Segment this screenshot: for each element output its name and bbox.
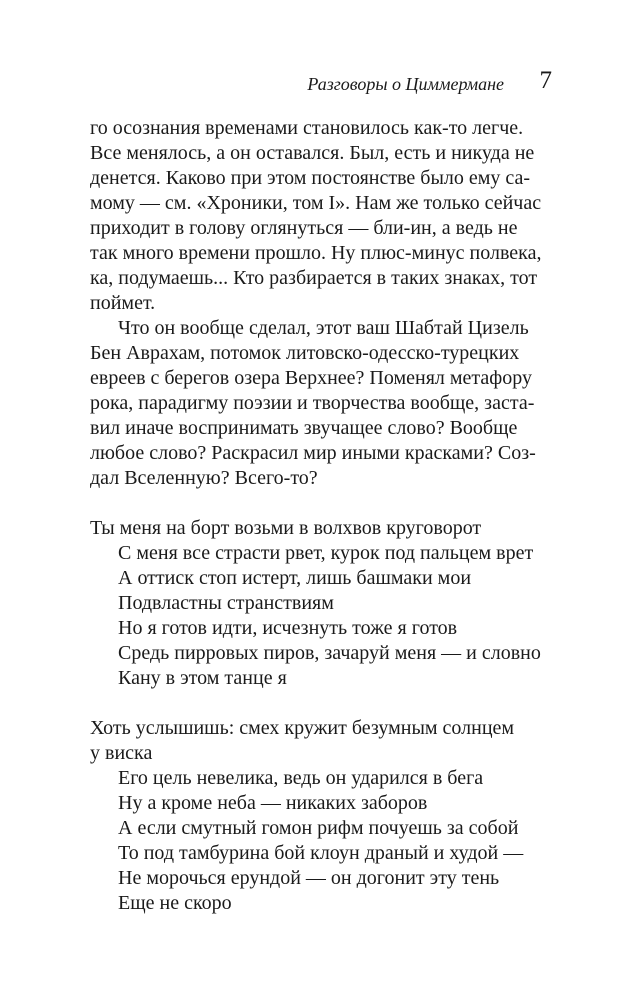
verse-line: у виска (90, 742, 153, 764)
verse-line: То под тамбурина бой клоун драный и худой — (118, 842, 524, 864)
running-title: Разговоры о Циммермане (307, 74, 504, 94)
text-line: Бен Аврахам, потомок литовско-одесско-турецких (90, 342, 520, 364)
verse-line: Не морочься ерундой — он догонит эту тень (118, 867, 500, 889)
verse-line: Хоть услышишь: смех кружит безумным солнцем (90, 717, 515, 739)
text-line: дал Вселенную? Всего-то? (90, 467, 318, 489)
verse-line: Еще не скоро (118, 892, 232, 914)
verse-line: Ну а кроме неба — никаких заборов (118, 792, 428, 814)
text-line: мому — см. «Хроники, том I». Нам же только сейчас (90, 192, 542, 214)
verse-line: С меня все страсти рвет, курок под пальцем врет (118, 542, 534, 564)
text-line: любое слово? Раскрасил мир иными красками? Соз- (90, 442, 536, 464)
text-line: так много времени прошло. Ну плюс-минус полвека, (90, 242, 542, 264)
text-line: рока, парадигму поэзии и творчества вообще, заста- (90, 392, 535, 414)
text-line: Все менялось, а он оставался. Был, есть и никуда не (90, 142, 535, 164)
running-head (90, 67, 552, 104)
text-line: поймет. (90, 292, 156, 314)
text-line: ка, подумаешь... Кто разбирается в таких знаках, тот (90, 267, 538, 289)
verse-line: А если смутный гомон рифм почуешь за собой (118, 817, 519, 839)
verse-line: Его цель невелика, ведь он ударился в бега (118, 767, 484, 789)
text-line: Что он вообще сделал, этот ваш Шабтай Цизель (118, 317, 529, 339)
text-line: вил иначе воспринимать звучащее слово? Вообще (90, 417, 518, 439)
verse-line: А оттиск стоп истерт, лишь башмаки мои (118, 567, 472, 589)
verse-line: Средь пирровых пиров, зачаруй меня — и словно (118, 642, 541, 664)
text-line: денется. Каково при этом постоянстве было ему са- (90, 167, 531, 189)
page-number: 7 (539, 67, 552, 94)
verse-line: Подвластны странствиям (118, 592, 334, 614)
text-line: приходит в голову оглянуться — бли-ин, а ведь не (90, 217, 518, 239)
text-line: евреев с берегов озера Верхнее? Поменял метафору (90, 367, 532, 389)
verse-line: Ты меня на борт возьми в волхвов круговорот (90, 517, 482, 539)
text-line: го осознания временами становилось как-то легче. (90, 117, 524, 139)
verse-line: Но я готов идти, исчезнуть тоже я готов (118, 617, 458, 639)
verse-line: Кану в этом танце я (118, 667, 287, 689)
